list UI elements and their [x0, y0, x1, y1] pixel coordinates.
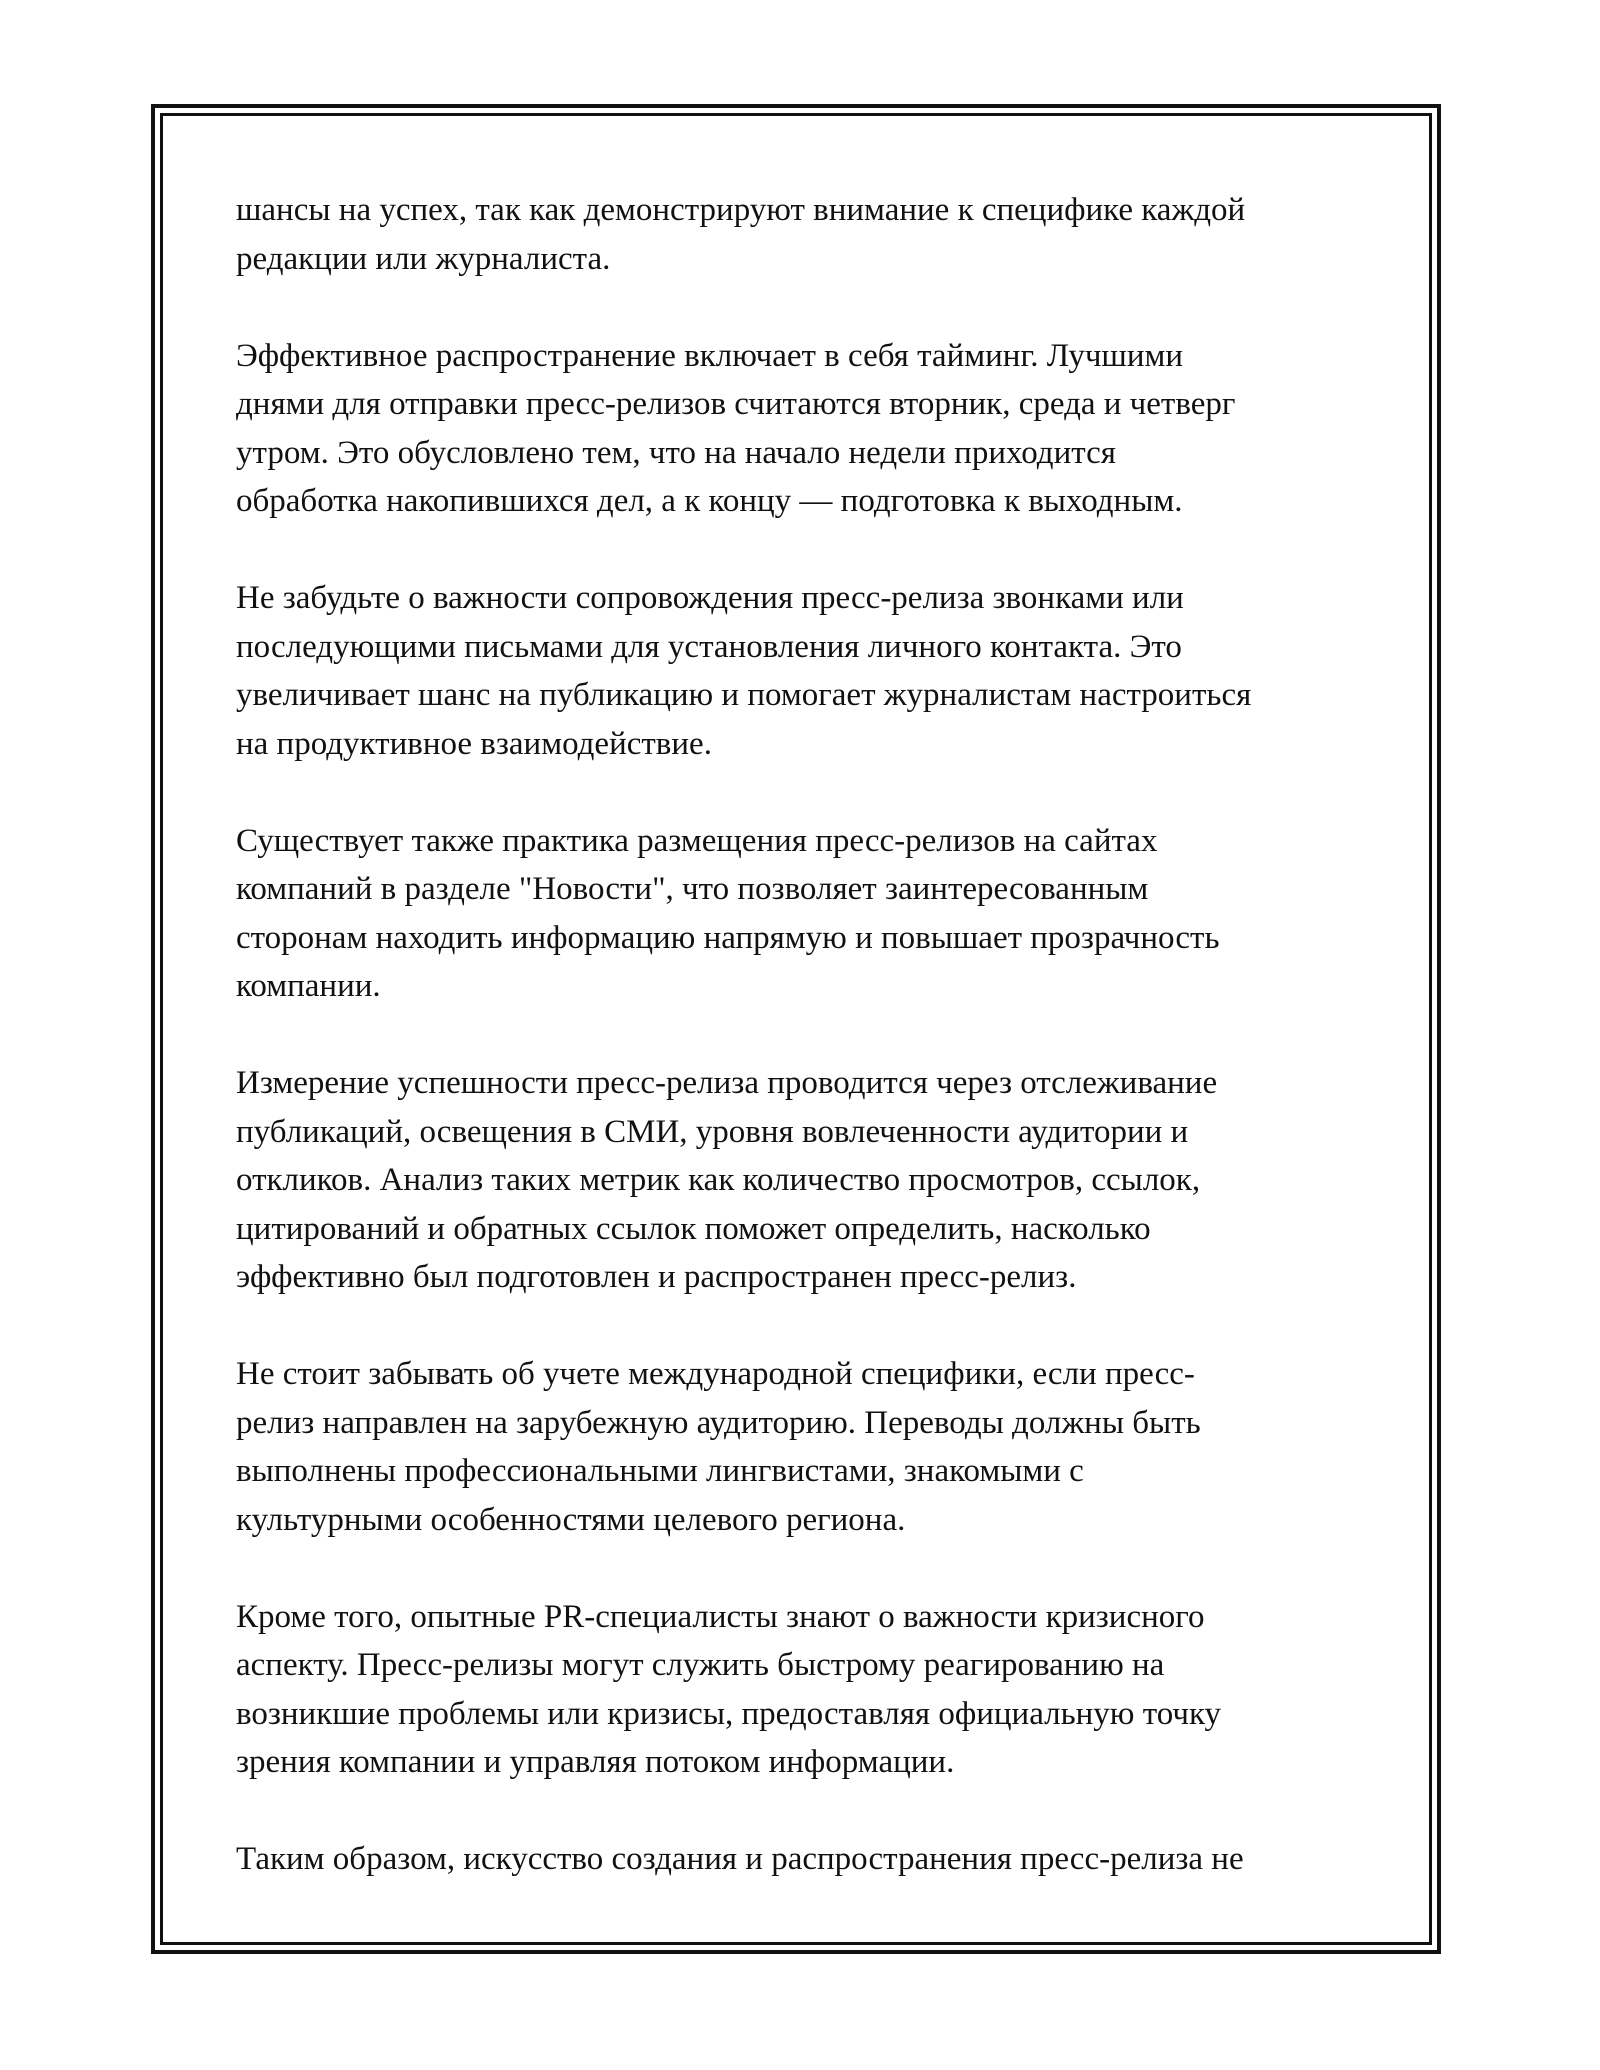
text-line: сторонам находить информацию напрямую и повышает прозрачность — [236, 919, 1220, 956]
text-line: Эффективное распространение включает в себя тайминг. Лучшими — [236, 337, 1184, 374]
text-line: увеличивает шанс на публикацию и помогает журналистам настроиться — [236, 677, 1252, 713]
text-line: Существует также практика размещения пресс-релизов на сайтах — [236, 822, 1158, 859]
text-line: утром. Это обусловлено тем, что на начало недели приходится — [236, 434, 1116, 471]
paragraph — [236, 332, 1376, 526]
paragraph — [236, 574, 1376, 768]
paragraph — [236, 1059, 1376, 1302]
text-line: последующими письмами для установления личного контакта. Это — [236, 628, 1182, 665]
paragraph — [236, 186, 1376, 283]
text-line: Кроме того, опытные PR-специалисты знают о важности кризисного — [236, 1598, 1205, 1635]
text-line: шансы на успех, так как демонстрируют внимание к специфике каждой — [236, 192, 1246, 228]
text-line: обработка накопившихся дел, а к концу — подготовка к выходным. — [236, 483, 1183, 519]
text-line: Не стоит забывать об учете международной специфики, если пресс- — [236, 1356, 1195, 1392]
text-line: возникшие проблемы или кризисы, предоставляя официальную точку — [236, 1695, 1222, 1732]
text-line: Измерение успешности пресс-релиза проводится через отслеживание — [236, 1065, 1218, 1101]
text-line: цитирований и обратных ссылок поможет определить, насколько — [236, 1210, 1151, 1247]
text-line: выполнены профессиональными лингвистами, знакомыми с — [236, 1453, 1084, 1489]
paragraph — [236, 1593, 1376, 1787]
text-line: компаний в разделе "Новости", что позволяет заинтересованным — [236, 871, 1149, 907]
text-line: днями для отправки пресс-релизов считаются вторник, среда и четверг — [236, 386, 1236, 422]
paragraph — [236, 1835, 1376, 1884]
text-line: Таким образом, искусство создания и распространения пресс-релиза не — [236, 1841, 1244, 1877]
paragraph — [236, 1350, 1376, 1544]
text-line: культурными особенностями целевого региона. — [236, 1501, 906, 1538]
text-line: компании. — [236, 968, 381, 1004]
paragraph — [236, 817, 1376, 1011]
text-line: на продуктивное взаимодействие. — [236, 725, 712, 762]
document-body — [236, 186, 1376, 1884]
text-line: Не забудьте о важности сопровождения пресс-релиза звонками или — [236, 580, 1184, 616]
text-line: зрения компании и управляя потоком информации. — [236, 1744, 955, 1780]
text-line: откликов. Анализ таких метрик как количество просмотров, ссылок, — [236, 1162, 1201, 1198]
text-line: аспекту. Пресс-релизы могут служить быстрому реагированию на — [236, 1647, 1165, 1683]
text-line: релиз направлен на зарубежную аудиторию. Переводы должны быть — [236, 1404, 1201, 1441]
text-line: публикаций, освещения в СМИ, уровня вовлеченности аудитории и — [236, 1113, 1189, 1150]
text-line: редакции или журналиста. — [236, 240, 611, 277]
text-line: эффективно был подготовлен и распространен пресс-релиз. — [236, 1259, 1077, 1295]
